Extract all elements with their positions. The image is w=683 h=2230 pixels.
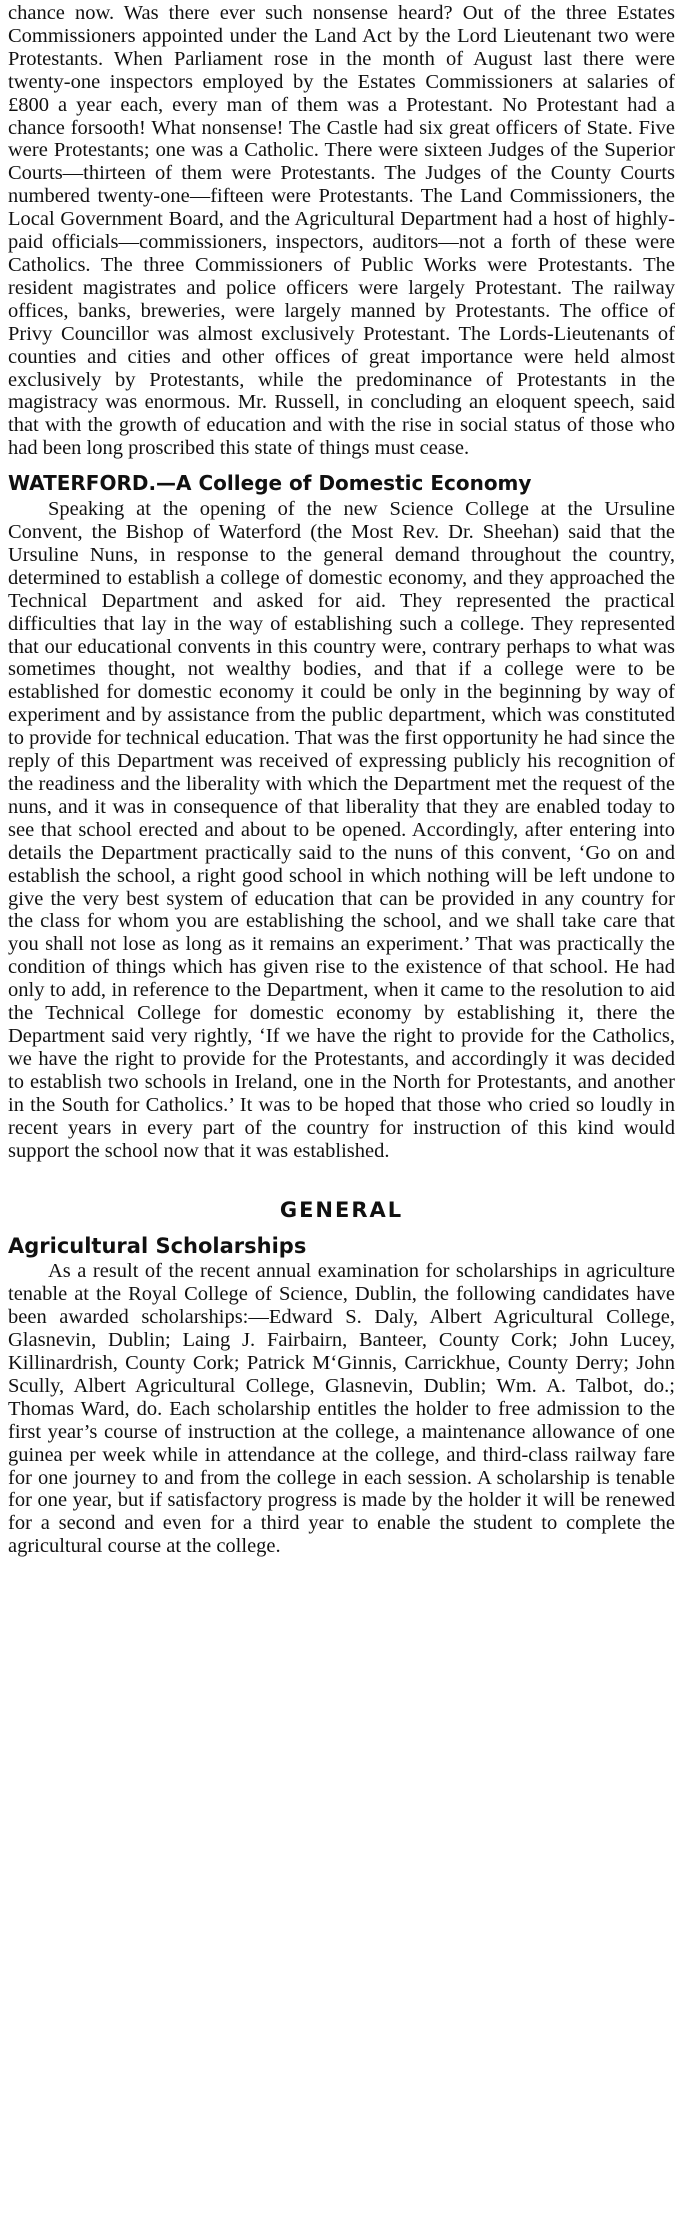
article-continuation-paragraph: chance now. Was there ever such nonsense heard? Out of the three Estates Commissioners appointed under the Land Act by the Lord Lieutenant two were Protestants. When Parliament rose in the month of August last there were twenty-one inspectors employed by the Estates Commissioners at salaries of £800 a year each, every man of them was a Protestant. No Protestant had a chance forsooth! What nonsense! The Castle had six great officers of State. Five were Protestants; one was a Catholic. There were sixteen Judges of the Superior Courts—thirteen of them were Protestants. The Judges of the County Courts numbered twenty-one—fifteen were Protestants. The Land Commissioners, the Local Government Board, and the Agricultural Department had a host of highly-paid officials—commissioners, inspectors, auditors—not a forth of these were Catholics. The three Commissioners of Public Works were Protestants. The resident magistrates and police officers were largely Protestant. The railway offices, banks, breweries, were largely manned by Protestants. The office of Privy Councillor was almost exclusively Protestant. The Lords-Lieutenants of counties and cities and other offices of great importance were held almost exclusively by Protestants, while the predominance of Protestants in the magistracy was enormous. Mr. Russell, in concluding an eloquent speech, said that with the growth of education and with the rise in social status of those who had been long proscribed this state of things must cease. xyxy=(8,2,675,460)
general-section-heading: GENERAL xyxy=(279,1198,404,1223)
agricultural-scholarships-heading: Agricultural Scholarships xyxy=(8,1234,307,1259)
agricultural-scholarships-paragraph: As a result of the recent annual examination for scholarships in agriculture tenable at the Royal College of Science, Dublin, the following candidates have been awarded scholarships:—Edward S. Daly, Albert Agricultural College, Glasnevin, Dublin; Laing J. Fairbairn, Banteer, County Cork; John Lucey, Killinardrish, County Cork; Patrick M‘Ginnis, Carrickhue, County Derry; John Scully, Albert Agricultural College, Glasnevin, Dublin; Wm. A. Talbot, do.; Thomas Ward, do. Each scholarship entitles the holder to free admission to the first year’s course of instruction at the college, a maintenance allowance of one guinea per week while in attendance at the college, and third-class railway fare for one journey to and from the college in each session. A scholarship is tenable for one year, but if satisfactory progress is made by the holder it will be renewed for a second and even for a third year to enable the student to complete the agricultural course at the college. xyxy=(8,1260,675,1558)
waterford-paragraph: Speaking at the opening of the new Science College at the Ursuline Convent, the Bishop of Waterford (the Most Rev. Dr. Sheehan) said that the Ursuline Nuns, in response to the general demand throughout the country, determined to establish a college of domestic economy, and they approached the Technical Department and asked for aid. They represented the practical difficulties that lay in the way of establishing such a college. They represented that our educational convents in this country were, contrary perhaps to what was sometimes thought, not wealthy bodies, and that if a college were to be established for domestic economy it could be only in the beginning by way of experiment and by assistance from the public department, which was constituted to provide for technical education. That was the first opportunity he had since the reply of this Department was received of expressing publicly his recognition of the readiness and the liberality with which the Department met the request of the nuns, and it was in consequence of that liberality that they are enabled today to see that school erected and about to be opened. Accordingly, after entering into details the Department practically said to the nuns of this convent, ‘Go on and establish the school, a right good school in which nothing will be left undone to give the very best system of education that can be provided in any country for the class for whom you are establishing the school, and we shall take care that you shall not lose as long as it remains an experiment.’ That was practically the condition of things which has given rise to the existence of that school. He had only to add, in reference to the Department, when it came to the resolution to aid the Technical College for domestic economy by establishing it, there the Department said very rightly, ‘If we have the right to provide for the Catholics, we have the right to provide for the Protestants, and accordingly it was decided to establish two schools in Ireland, one in the North for Protestants, and another in the South for Catholics.’ It was to be hoped that those who cried so loudly in recent years in every part of the country for instruction of this kind would support the school now that it was established. xyxy=(8,498,675,1162)
waterford-heading: WATERFORD.—A College of Domestic Economy xyxy=(8,471,532,496)
